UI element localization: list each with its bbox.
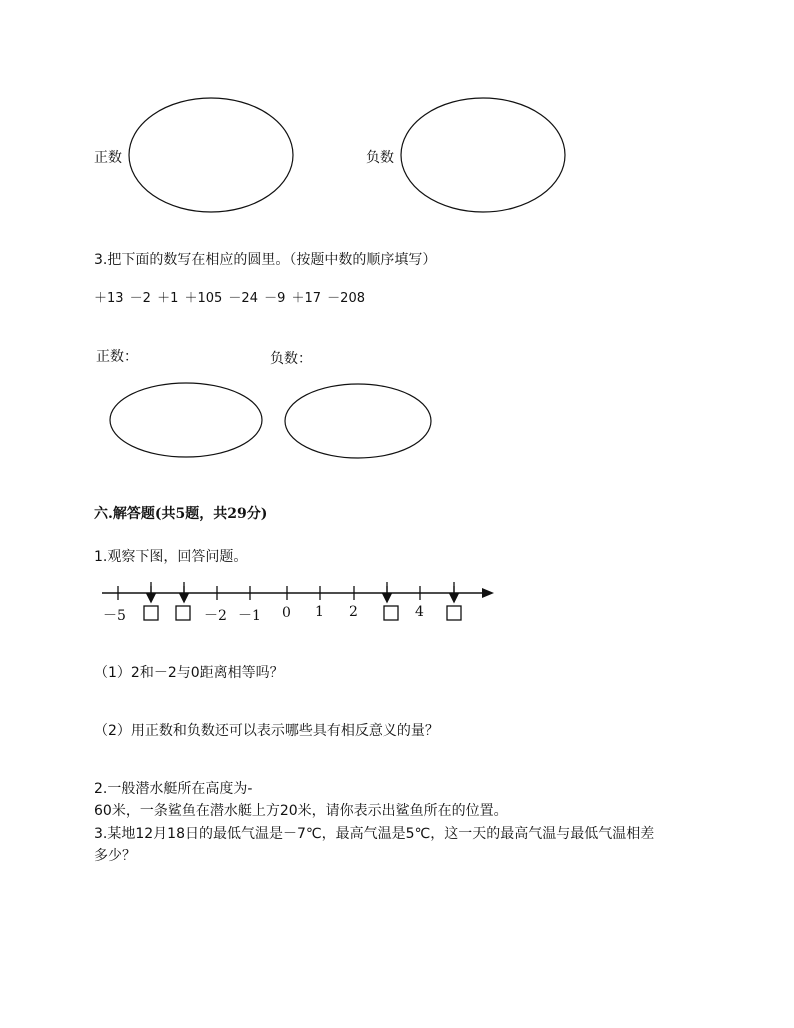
q3-positive-label: 正数： [96,349,138,365]
down-arrow-icon [147,582,458,602]
top-negative-label: 负数 [366,150,394,166]
nl-label-2: 2 [349,604,358,620]
top-positive-label: 正数 [94,150,122,166]
p3-line2: 多少？ [94,848,136,864]
answer-box [144,606,158,620]
nl-label-0: 0 [282,605,291,621]
p1-sub1: （1）2和－2与0距离相等吗？ [94,665,284,681]
answer-box [447,606,461,620]
nl-label-neg2: －2 [204,608,227,624]
nl-label-neg1: －1 [238,608,261,624]
q3-title: 3.把下面的数写在相应的圆里。（按题中数的顺序填写） [94,252,437,268]
p3-line1: 3.某地12月18日的最低气温是－7℃，最高气温是5℃，这一天的最高气温与最低气温相差 [94,826,655,842]
nl-label-4: 4 [415,604,424,620]
answer-box [384,606,398,620]
q3-numbers: ＋13 －2 ＋1 ＋105 －24 －9 ＋17 －208 [94,291,365,306]
section6-title: 六.解答题(共5题，共29分) [94,506,268,522]
p2-line2: 60米，一条鲨鱼在潜水艇上方20米，请你表示出鲨鱼所在的位置。 [94,803,508,819]
nl-label-1: 1 [315,604,324,620]
p1-title: 1.观察下图，回答问题。 [94,549,248,565]
q3-negative-label: 负数： [270,351,312,367]
p2-line1: 2.一般潜水艇所在高度为- [94,781,253,797]
p1-sub2: （2）用正数和负数还可以表示哪些具有相反意义的量？ [94,723,439,739]
answer-box [176,606,190,620]
nl-label-neg5: －5 [103,608,126,624]
